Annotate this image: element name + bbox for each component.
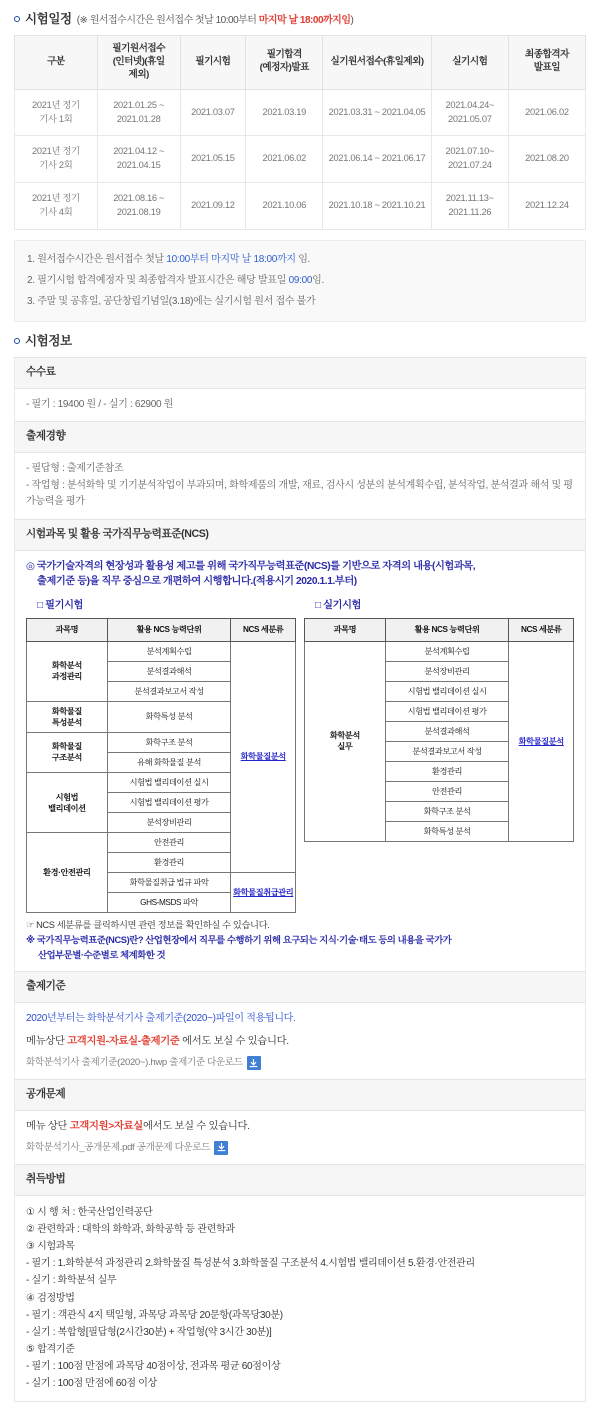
criteria-body — [14, 1003, 586, 1080]
ncs-unit-cell: 화학특성 분석 — [107, 701, 231, 732]
ncs-unit-cell: 시험법 밸리데이션 실시 — [107, 773, 231, 793]
schedule-cell-final_result: 2021.08.20 — [508, 136, 585, 183]
criteria-menu-suffix: 에서도 보실 수 있습니다. — [179, 1036, 289, 1048]
schedule-note-suffix: ) — [350, 15, 354, 26]
schedule-cell-gubun: 2021년 정기 기사 4회 — [15, 183, 98, 230]
acquisition-line-0: ① 시 행 처 : 한국산업인력공단 — [26, 1206, 153, 1218]
schedule-column-header-2: 필기시험 — [180, 35, 246, 89]
trend-body — [14, 453, 586, 520]
ncs-subject-cell: 환경·안전관리 — [27, 833, 108, 913]
ncs-written-title: □ 필기시험 — [37, 600, 83, 612]
schedule-body — [15, 89, 586, 230]
ncs-unit-cell: 분석계획수립 — [107, 641, 231, 661]
ncs-unit-cell: 화학구조 분석 — [107, 732, 231, 752]
schedule-cell-written_result: 2021.10.06 — [246, 183, 323, 230]
schedule-note — [77, 13, 354, 28]
criteria-download-text: 화학분석기사 출제기준(2020~).hwp 출제기준 다운로드 — [26, 1057, 243, 1069]
acquisition-line-7: - 실기 : 복합형[필답형(2시간30분) + 작업형(약 3시간 30분)] — [26, 1326, 272, 1338]
ncs-subclass-link-cell[interactable] — [231, 641, 296, 873]
ncs-foot-line-2-cont: 산업부문별·수준별로 체계화한 것 — [38, 950, 166, 961]
public-menu-prefix: 메뉴 상단 — [26, 1121, 70, 1133]
acquisition-line-1: ② 관련학과 : 대학의 화학과, 화학공학 등 관련학과 — [26, 1223, 235, 1235]
note1-part3: 임. — [295, 254, 311, 266]
schedule-cell-final_result: 2021.12.24 — [508, 183, 585, 230]
schedule-cell-practical_apply: 2021.03.31 ~ 2021.04.05 — [323, 89, 431, 136]
criteria-menu-line — [26, 1034, 574, 1055]
schedule-note-prefix: (※ 원서접수시간은 원서접수 첫날 10:00부터 — [76, 15, 259, 26]
schedule-cell-written_apply: 2021.08.16 ~ 2021.08.19 — [97, 183, 180, 230]
ncs-unit-cell: 분석장비관리 — [385, 661, 509, 681]
fee-heading: 수수료 — [14, 358, 586, 389]
schedule-cell-written_result: 2021.06.02 — [246, 136, 323, 183]
schedule-column-header-0: 구분 — [15, 35, 98, 89]
table-row — [15, 183, 586, 230]
schedule-column-header-4: 실기원서접수(휴일제외) — [323, 35, 431, 89]
info-title: 시험정보 — [25, 334, 72, 349]
ncs-unit-cell: 시험법 밸리데이션 평가 — [107, 793, 231, 813]
schedule-cell-practical_exam: 2021.04.24~ 2021.05.07 — [431, 89, 508, 136]
schedule-cell-final_result: 2021.06.02 — [508, 89, 585, 136]
schedule-table-wrap — [0, 35, 600, 230]
note-item-3: 3. 주말 및 공휴일, 공단창립기념일(3.18)에는 실기시험 원서 접수 불가 — [27, 296, 316, 308]
acquisition-line-9: - 필기 : 100점 만점에 과목당 40점이상, 전과목 평균 60점이상 — [26, 1361, 281, 1373]
schedule-cell-written_exam: 2021.09.12 — [180, 183, 246, 230]
schedule-column-header-1: 필기원서접수 (인터넷)(휴일 제외) — [97, 35, 180, 89]
ncs-tables-row — [26, 597, 574, 913]
ncs-column-header-1: 활용 NCS 능력단위 — [385, 619, 509, 642]
schedule-column-header-3: 필기합격 (예정자)발표 — [246, 35, 323, 89]
acquisition-line-3: - 필기 : 1.화학분석 과정관리 2.화학물질 특성분석 3.화학물질 구조분석 4.시험법 밸리데이션 5.환경·안전관리 — [26, 1258, 475, 1270]
table-row — [15, 89, 586, 136]
ncs-practical-header-row — [305, 619, 574, 642]
ncs-practical-table — [304, 618, 574, 842]
fee-body — [14, 389, 586, 423]
note-item-1 — [27, 249, 573, 270]
fee-text: - 필기 : 19400 원 / - 실기 : 62900 원 — [26, 398, 174, 410]
schedule-section-heading — [0, 0, 600, 35]
ncs-column-header-0: 과목명 — [305, 619, 386, 642]
schedule-cell-gubun: 2021년 정기 기사 1회 — [15, 89, 98, 136]
ncs-column-header-0: 과목명 — [27, 619, 108, 642]
criteria-blue-line: 2020년부터는 화학분석기사 출제기준(2020~)파일이 적용됩니다. — [26, 1012, 296, 1024]
ncs-unit-cell: 안전관리 — [107, 833, 231, 853]
note2-part1: 2. 필기시험 합격예정자 및 최종합격자 발표시간은 해당 발표일 — [27, 275, 289, 287]
ncs-unit-cell: 환경관리 — [107, 853, 231, 873]
schedule-cell-practical_apply: 2021.10.18 ~ 2021.10.21 — [323, 183, 431, 230]
ncs-unit-cell: 시험법 밸리데이션 실시 — [385, 681, 509, 701]
ncs-written-header-row — [27, 619, 296, 642]
criteria-menu-prefix: 메뉴상단 — [26, 1036, 68, 1048]
acquisition-line-5: ④ 검정방법 — [26, 1292, 75, 1304]
ncs-subclass-link-cell[interactable] — [231, 873, 296, 913]
ncs-foot-line-2 — [26, 933, 574, 963]
ncs-subclass-link[interactable]: 화학물질분석 — [518, 736, 564, 746]
ncs-practical-title: □ 실기시험 — [315, 600, 361, 612]
schedule-cell-practical_apply: 2021.06.14 ~ 2021.06.17 — [323, 136, 431, 183]
ncs-unit-cell: 화학물질취급 법규 파악 — [107, 873, 231, 893]
ncs-unit-cell: 환경관리 — [385, 761, 509, 781]
ncs-intro-line-1: ◎ 국가기술자격의 현장성과 활용성 제고를 위해 국가직무능력표준(NCS)를 기반으로 자격의 내용(시험과목, — [26, 560, 476, 572]
schedule-note-highlight: 마지막 날 18:00까지임 — [258, 15, 351, 26]
ncs-unit-cell: 안전관리 — [385, 782, 509, 802]
info-section-heading — [0, 322, 600, 357]
ncs-unit-cell: 화학특성 분석 — [385, 822, 509, 842]
public-menu-line — [26, 1119, 574, 1140]
schedule-column-header-6: 최종합격자 발표일 — [508, 35, 585, 89]
note1-part1: 1. 원서접수시간은 원서접수 첫날 — [27, 254, 167, 266]
trend-line-1: - 필답형 : 출제기준참조 — [26, 463, 124, 475]
ncs-intro — [26, 559, 574, 595]
schedule-cell-written_apply: 2021.01.25 ~ 2021.01.28 — [97, 89, 180, 136]
acquisition-line-2: ③ 시험과목 — [26, 1240, 75, 1252]
acquisition-line-6: - 필기 : 객관식 4지 택일형, 과목당 과목당 20문항(과목당30분) — [26, 1309, 283, 1321]
schedule-cell-written_exam: 2021.05.15 — [180, 136, 246, 183]
table-row — [305, 641, 574, 661]
note1-highlight: 10:00부터 마지막 날 18:00까지 — [166, 254, 296, 266]
ncs-unit-cell: 분석결과해석 — [385, 721, 509, 741]
schedule-cell-practical_exam: 2021.07.10~ 2021.07.24 — [431, 136, 508, 183]
public-menu-path[interactable]: 고객지원>자료실 — [69, 1121, 143, 1133]
criteria-menu-path[interactable]: 고객지원-자료실-출제기준 — [67, 1036, 180, 1048]
schedule-title: 시험일정 — [25, 12, 72, 26]
ncs-unit-cell: 분석결과보고서 작성 — [385, 741, 509, 761]
public-questions-heading: 공개문제 — [14, 1080, 586, 1111]
acquisition-line-8: ⑤ 합격기준 — [26, 1344, 75, 1356]
ncs-column-header-2: NCS 세분류 — [231, 619, 296, 642]
ncs-unit-cell: 시험법 밸리데이션 평가 — [385, 701, 509, 721]
public-download-text: 화학분석기사_공개문제.pdf 공개문제 다운로드 — [26, 1142, 211, 1154]
ncs-written-body — [27, 641, 296, 913]
trend-heading: 출제경향 — [14, 422, 586, 453]
schedule-cell-written_result: 2021.03.19 — [246, 89, 323, 136]
ncs-footnotes — [26, 913, 574, 963]
ncs-written-column — [26, 597, 296, 913]
schedule-cell-written_apply: 2021.04.12 ~ 2021.04.15 — [97, 136, 180, 183]
ncs-practical-body — [305, 641, 574, 842]
note2-part3: 임. — [312, 275, 324, 287]
ncs-column-header-2: NCS 세분류 — [509, 619, 574, 642]
ncs-practical-column — [304, 597, 574, 913]
ncs-intro-line-2: 출제기준 등)을 직무 중심으로 개편하여 시행합니다.(적용시기 2020.1.1.부터) — [37, 576, 357, 588]
criteria-heading: 출제기준 — [14, 972, 586, 1003]
note-item-2 — [27, 270, 573, 291]
ncs-unit-cell: 유해 화학물질 분석 — [107, 752, 231, 772]
schedule-cell-written_exam: 2021.03.07 — [180, 89, 246, 136]
table-row — [27, 641, 296, 661]
ncs-unit-cell: 분석결과보고서 작성 — [107, 681, 231, 701]
circle-bullet-icon — [14, 16, 20, 22]
ncs-foot-line-1: ☞ NCS 세분류를 클릭하시면 관련 정보를 확인하실 수 있습니다. — [26, 920, 270, 931]
ncs-unit-cell: 분석결과해석 — [107, 661, 231, 681]
download-icon[interactable] — [247, 1056, 261, 1070]
ncs-subclass-link[interactable]: 화학물질취급관리 — [233, 888, 294, 898]
ncs-subject-cell: 화학분석 과정관리 — [27, 641, 108, 701]
acquisition-heading: 취득방법 — [14, 1165, 586, 1196]
acquisition-line-4: - 실기 : 화학분석 실무 — [26, 1275, 117, 1287]
schedule-header-row — [15, 35, 586, 89]
public-menu-suffix: 에서도 보실 수 있습니다. — [142, 1121, 250, 1133]
schedule-cell-practical_exam: 2021.11.13~ 2021.11.26 — [431, 183, 508, 230]
schedule-notes — [14, 240, 586, 322]
ncs-subject-cell: 화학물질 특성분석 — [27, 701, 108, 732]
trend-line-2: - 작업형 : 분석화학 및 기기분석작업이 부과되며, 화학제품의 개발, 재료, 검사시 성분의 분석계획수립, 분석작업, 분석결과 해석 및 평가능력을 평가 — [26, 479, 573, 508]
schedule-cell-gubun: 2021년 정기 기사 2회 — [15, 136, 98, 183]
acquisition-line-10: - 실기 : 100점 만점에 60점 이상 — [26, 1378, 157, 1390]
criteria-download-line — [26, 1055, 574, 1071]
table-row — [15, 136, 586, 183]
ncs-subclass-link-cell[interactable] — [509, 641, 574, 842]
ncs-unit-cell: 분석계획수립 — [385, 641, 509, 661]
ncs-unit-cell: GHS-MSDS 파악 — [107, 893, 231, 913]
info-panel — [14, 357, 586, 1402]
acquisition-body — [14, 1196, 586, 1402]
ncs-subject-cell: 시험법 밸리데이션 — [27, 773, 108, 833]
note2-highlight: 09:00 — [288, 275, 313, 287]
public-questions-body — [14, 1111, 586, 1165]
public-download-line — [26, 1140, 574, 1156]
acquisition-lines — [26, 1204, 574, 1393]
ncs-unit-cell: 화학구조 분석 — [385, 802, 509, 822]
ncs-subject-cell: 화학분석 실무 — [305, 641, 386, 842]
ncs-column-header-1: 활용 NCS 능력단위 — [107, 619, 231, 642]
ncs-subject-cell: 화학물질 구조분석 — [27, 732, 108, 772]
schedule-column-header-5: 실기시험 — [431, 35, 508, 89]
circle-bullet-icon — [14, 338, 20, 344]
ncs-unit-cell: 분석장비관리 — [107, 813, 231, 833]
download-icon[interactable] — [214, 1141, 228, 1155]
ncs-heading: 시험과목 및 활용 국가직무능력표준(NCS) — [14, 520, 586, 551]
ncs-body — [14, 551, 586, 972]
ncs-subclass-link[interactable]: 화학물질분석 — [240, 752, 286, 762]
schedule-table — [14, 35, 586, 230]
ncs-foot-line-2-main: ※ 국가직무능력표준(NCS)란? 산업현장에서 직무를 수행하기 위해 요구되는 지식·기술·태도 등의 내용을 국가가 — [26, 935, 452, 946]
ncs-written-table — [26, 618, 296, 913]
